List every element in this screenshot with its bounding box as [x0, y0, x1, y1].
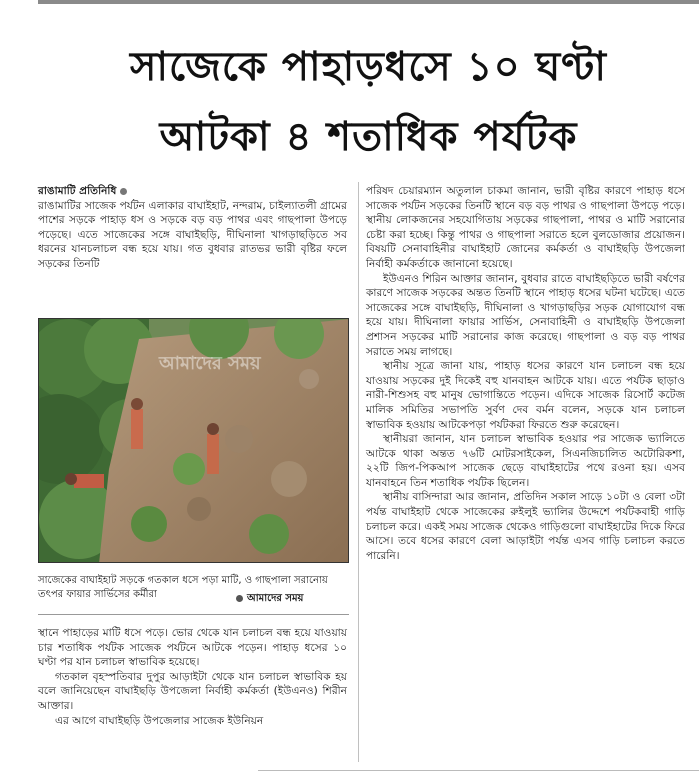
article-paragraph: এর আগে বাঘাইছড়ি উপজেলার সাজেক ইউনিয়ন: [54, 714, 264, 727]
left-column-bottom: [38, 626, 347, 728]
headline-line-2: আটকা ৪ শতাধিক পর্যটক: [159, 114, 578, 160]
byline: [38, 184, 347, 199]
column-divider: [358, 182, 359, 762]
article-paragraph: স্থানে পাহাড়ের মাটি ধসে পড়ে। ভোর থেকে যান চলাচল বন্ধ হয়ে যাওয়ায় চার শতাধিক পর্যটক সাজেক পর্যটনে আটকে পড়েন। পাহাড় ধসের ১০ ঘণ্টা পর যান চলাচল স্বাভাবিক হয়েছে।: [38, 627, 347, 669]
article-photo: [38, 318, 349, 563]
article-paragraph: গতকাল বৃহস্পতিবার দুপুর আড়াইটা থেকে যান চলাচল স্বাভাবিক হয় বলে জানিয়েছেন বাঘাইছড়ি উপজেলা নির্বাহী কর্মকর্তা (ইউএনও) শিরীন আক্তার।: [38, 670, 347, 712]
photo-credit: [236, 591, 303, 608]
article-paragraph: স্থানীয় বাসিন্দারা আর জানান, প্রতিদিন সকাল সাড়ে ১০টা ও বেলা ৩টা পর্যন্ত বাঘাইহাট থেকে সাজেকের রুইলুই ভ্যালির উদ্দেশে পর্যটকবাহী গাড়ি চলাচল করে। একই সময় সাজেক থেকেও গাড়িগুলো বাঘাইহাটের দিকে ফিরে আসে। তবে ধসের কারণে বেলা আড়াইটা পর্যন্ত এসব গাড়ি চলাচল করতে পারেনি।: [366, 491, 685, 562]
top-rule: [38, 0, 699, 4]
article-paragraph: পরিষদ চেয়ারম্যান অতুলাল চাকমা জানান, ভারী বৃষ্টির কারণে পাহাড় ধসে সাজেক পর্যটন সড়কের তিনটি স্থানে বড় বড় পাথর ও গাছপালা উপড়ে পড়ে। স্থানীয় লোকজনের সহযোগিতায় সড়কের গাছপালা, পাথর ও মাটি সরানোর চেষ্টা করা হচ্ছে। কিন্তু পাথর ও গাছপালা সরাতে হলে বুলডোজার প্রয়োজন। বিষয়টি সেনাবাহিনীর বাঘাইহাট জোনের কর্মকর্তা ও বাঘাইছড়ি উপজেলা নির্বাহী কর্মকর্তাকে জানানো হয়েছে।: [366, 185, 685, 270]
photo-caption: সাজেকের বাঘাইহাট সড়কে গতকাল ধসে পড়া মাটি, ও গাছপালা সরানোয় তৎপর ফায়ার সার্ভিসের কর্মীরা: [38, 575, 328, 600]
right-column: [366, 184, 685, 563]
photo-watermark: আমাদের সময়: [159, 353, 261, 374]
left-column-top: [38, 184, 347, 272]
article-paragraph: স্থানীয় সূত্রে জানা যায়, পাহাড় ধসের কারণে যান চলাচল বন্ধ হয়ে যাওয়ায় সড়কের দুই দিকেই বহু যানবাহন আটকে যায়। এতে পর্যটক ছাড়াও নারী-শিশুসহ বহু মানুষ ভোগান্তিতে পড়েন। এদিকে সাজেক রিসোর্ট কটেজ মালিক সমিতির সভাপতি সুর্বণ দেব বর্মন বলেন, সড়কে যান চলাচল স্বাভাবিক হওয়ায় আটকেপড়া পর্যটকরা ফিরতে শুরু করেছেন।: [366, 360, 685, 431]
article-paragraph: ইউএনও শিরিন আক্তার জানান, বুধবার রাতে বাঘাইছড়িতে ভারী বর্ষণের কারণে সাজেক সড়কের অন্তত তিনটি স্থানে পাহাড় ধসের ঘটনা ঘটেছে। এতে সাজেকের সঙ্গে বাঘাইছড়ি, দীঘিনালা ও খাগড়াছড়ির সড়ক যোগাযোগ বন্ধ হয়ে যায়। দীঘিনালা ফায়ার সার্ভিস, সেনাবাহিনী ও বাঘাইছড়ি উপজেলা প্রশাসন সড়কের মাটি সরানোর কাজ করেছে। গাছপালা ও বড় বড় পাথর সরাতে সময় লাগছে।: [366, 272, 685, 358]
byline-dot-icon: [120, 188, 127, 195]
caption-rule: [38, 614, 349, 615]
headline-line-1: সাজেকে পাহাড়ধসে ১০ ঘণ্টা: [129, 44, 607, 90]
credit-dot-icon: [236, 595, 243, 602]
bottom-rule: [258, 770, 699, 771]
byline-text: রাঙামাটি প্রতিনিধি: [38, 185, 117, 197]
photo-credit-text: আমাদের সময়: [247, 593, 304, 604]
article-paragraph: রাঙামাটির সাজেক পর্যটন এলাকার বাঘাইহাট, নন্দরাম, চাইল্যাতলী গ্রামের পাশের সড়কে পাহাড় ধস ও সড়কে বড় বড় পাথর এবং গাছপালা উপড়ে পড়েছে। এতে সাজেকের সঙ্গে বাঘাইছড়ি, দীঘিনালা খাগড়াছড়িতে সব ধরনের যানচলাচল বন্ধ হয়ে যায়। গত বুধবার রাতভর ভারী বৃষ্টির ফলে সড়কের তিনটি: [38, 199, 347, 270]
article-paragraph: স্থানীয়রা জানান, যান চলাচল স্বাভাবিক হওয়ার পর সাজেক ভ্যালিতে আটকে থাকা অন্তত ৭৬টি মোটরসাইকেল, সিএনজিচালিত অটোরিকশা, ২২টি জিপ-পিকআপ সাজেক ছেড়ে বাঘাইহাটের পথে রওনা হয়। এসব যানবাহনে তিন শতাধিক পর্যটক ছিলেন।: [366, 433, 685, 489]
